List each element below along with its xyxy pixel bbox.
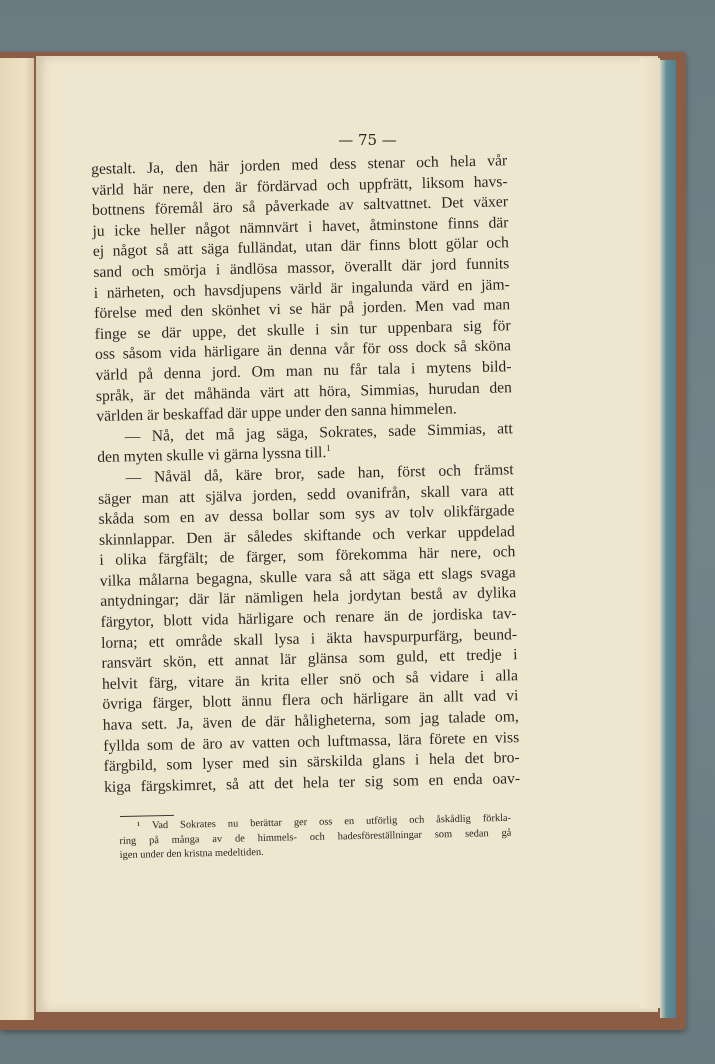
text-line: i närheten, och havsdjupens värld är ingalunda värd en jäm-	[93, 275, 510, 302]
text-line: förelse med den skönhet vi se här på jorden. Men vad man	[94, 296, 511, 323]
book-edge	[660, 60, 676, 1018]
text-line: färgbild, som lyser med sin särskilda glans i hela det bro-	[103, 749, 520, 776]
page-number: — 75 —	[338, 131, 397, 149]
text-line: den myten skulle vi gärna lyssna till.	[97, 444, 327, 467]
footnote	[119, 812, 512, 864]
text-line: kiga färgskimret, så att det hela ter sig som en enda oav-	[103, 769, 521, 796]
text-line: oss såsom vida härligare än denna vår för oss dock så sköna	[94, 337, 512, 364]
text-line: hava sett. Ja, även de där håligheterna, som jag talade om,	[102, 708, 519, 734]
left-page-edge	[0, 58, 34, 1020]
text-line: ju icke heller något nämnvärt i havet, åtminstone finns där	[92, 214, 509, 240]
body-text	[91, 151, 520, 798]
text-line: skåda som en av dessa bollar som sys av tolv olikfärgade	[98, 502, 515, 529]
text-line: lorna; ett område skall lysa i äkta havspurpurfärg, beund-	[100, 625, 518, 652]
text-line: antydningar; där lär nämligen hela jordytan bestå av dylika	[100, 584, 517, 611]
text-line: värld här nere, den är fördärvad och uppfrätt, liksom havs-	[91, 172, 508, 199]
text-line: språk, är det måhända värt att höra, Simmias, hurudan den	[95, 378, 513, 405]
text-line: säger man att själva jorden, sedd ovanifrån, skall vara att	[97, 481, 515, 508]
text-line: världen är beskaffad där uppe under den sanna himmelen.	[96, 400, 457, 426]
text-line: — Nåväl då, käre bror, sade han, först och främst	[125, 461, 514, 487]
text-line: gestalt. Ja, den här jorden med dess stenar och hela vår	[91, 152, 508, 178]
text-line: färgytor, blott vida härligare och renare än de jordiska tav-	[100, 605, 517, 631]
text-line: värld på denna jord. Om man nu får tala i mytens bild-	[95, 358, 512, 384]
text-line: bottnens föremål äro så påverkade av saltvattnet. Det växer	[91, 193, 509, 220]
text-line: sand och smörja i ändlösa massor, överallt där jord funnits	[93, 255, 510, 281]
text-line: finge se där uppe, det skulle i sin tur uppenbara sig för	[94, 317, 511, 343]
text-line: i olika färgfält; de färger, som förekomma här nere, och	[99, 543, 516, 570]
page-edge	[640, 58, 660, 1008]
text-line: — Nå, det må jag säga, Sokrates, sade Simmias, att	[124, 419, 513, 446]
footnote-line: ¹ Vad Sokrates nu berättar ger oss en utförlig och åskådlig förkla-	[137, 812, 512, 832]
text-line: helvit färg, vitare än krita eller snö och så vidare i alla	[101, 667, 519, 693]
footnote-line: igen under den kristna medeltiden.	[119, 846, 264, 861]
text-line: ej något så att säga fulländat, utan där finns blott gölar och	[92, 234, 510, 261]
text-line: fyllda som de äro av vatten och luftmassa, lära förete en viss	[103, 728, 520, 755]
text-line: övriga färger, blott ännu flera och härligare än allt vad vi	[102, 687, 519, 714]
text-line: ransvärt skön, ett annat lär glänsa som guld, ett tredje i	[101, 646, 518, 673]
text-line: vilka målarna begagna, skulle vara så att säga ett slags svaga	[99, 564, 516, 590]
footnote-line: ring på många av de himmels- och hadesföreställningar som sedan gå	[119, 827, 512, 847]
text-line: skinnlappar. Den är således skiftande och verkar uppdelad	[98, 522, 516, 549]
footnote-marker: 1	[326, 443, 331, 454]
